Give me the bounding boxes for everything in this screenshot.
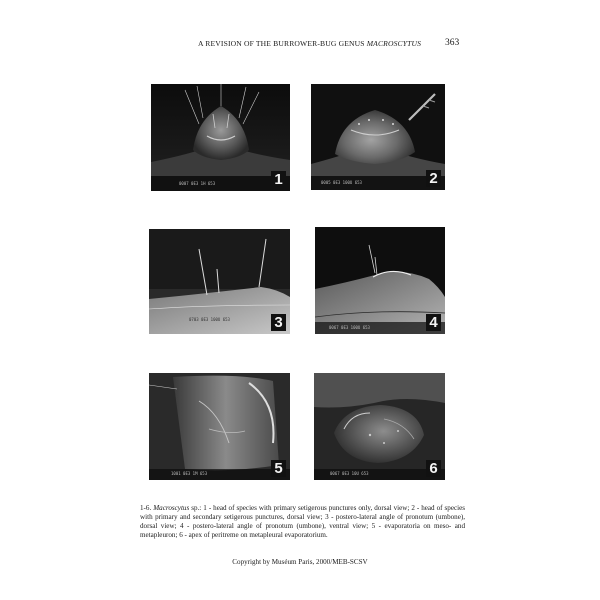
sem-micrograph-2 xyxy=(311,84,445,190)
running-head xyxy=(0,39,600,53)
svg-text:1001 0E3 1M 653: 1001 0E3 1M 653 xyxy=(171,471,208,476)
running-title-genus: MACROSCYTUS xyxy=(366,39,422,48)
sem-micrograph-3 xyxy=(149,229,290,334)
sem-figure-4 xyxy=(315,227,445,334)
svg-text:0007 0E3 1H 653: 0007 0E3 1H 653 xyxy=(179,181,216,186)
sem-figure-1 xyxy=(151,84,290,191)
figure-number-4: 4 xyxy=(426,314,441,331)
svg-text:0067 0E3 10U 653: 0067 0E3 10U 653 xyxy=(330,471,369,476)
sem-micrograph-5 xyxy=(149,373,290,480)
sem-figure-2 xyxy=(311,84,445,190)
figure-number-3: 3 xyxy=(271,314,286,331)
figure-caption xyxy=(140,504,465,540)
caption-genus: Macroscytus xyxy=(153,504,190,512)
svg-text:0703 0E3 100U 653: 0703 0E3 100U 653 xyxy=(189,317,230,322)
page-number: 363 xyxy=(445,38,460,48)
sem-figure-5 xyxy=(149,373,290,480)
figure-number-2: 2 xyxy=(426,170,441,187)
running-title-text: A REVISION OF THE BURROWER-BUG GENUS xyxy=(198,39,367,48)
sem-figure-3 xyxy=(149,229,290,334)
svg-text:0067 0E3 100U 653: 0067 0E3 100U 653 xyxy=(329,325,370,330)
running-title xyxy=(198,39,421,48)
sem-micrograph-1 xyxy=(151,84,290,191)
figure-number-1: 1 xyxy=(271,171,286,188)
sem-figure-6 xyxy=(314,373,445,480)
svg-text:0005 0E3 100U 653: 0005 0E3 100U 653 xyxy=(321,180,362,185)
figure-number-5: 5 xyxy=(271,460,286,477)
caption-range: 1-6. xyxy=(140,504,154,512)
copyright-line: Copyright by Muséum Paris, 2000/MEB-SCSV xyxy=(232,558,368,566)
caption-text: sp.: 1 - head of species with primary setigerous punctures only, dorsal view; 2 - head of species with primary and secondary setigerous punctures, dorsal view; 3 - postero-lateral angle of pronotum (umbone), dorsal view; 4 - postero-lateral angle of pronotum (umbone), ventral view; 5 - evaporatoria on meso- and metapleuron; 6 - apex of peritreme on metapleural evaporatorium. xyxy=(140,504,465,539)
figure-number-6: 6 xyxy=(426,460,441,477)
